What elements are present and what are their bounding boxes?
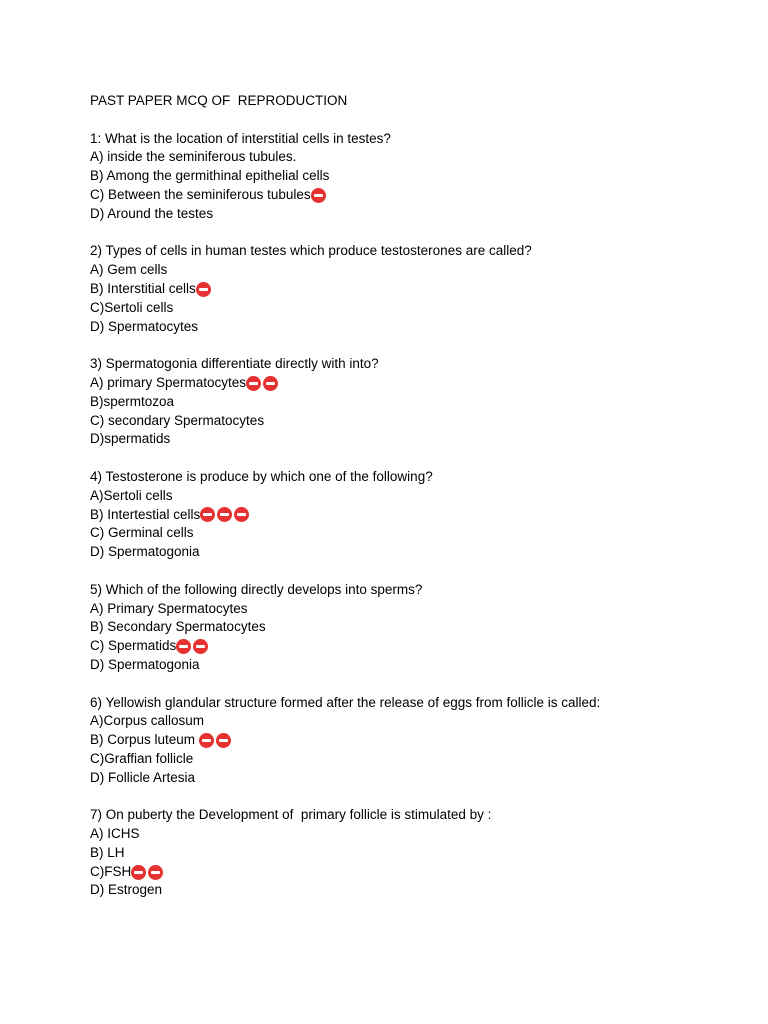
question-block (90, 806, 730, 900)
answer-option (90, 318, 730, 337)
no-entry-icon (196, 282, 211, 297)
answer-option-text: C) Spermatids (90, 638, 177, 654)
answer-option (90, 261, 730, 280)
answer-option-text: C)FSH (90, 863, 132, 879)
answer-option (90, 637, 730, 656)
question-block (90, 694, 730, 788)
answer-option (90, 524, 730, 543)
answer-option (90, 186, 730, 205)
answer-option (90, 374, 730, 393)
document-title: PAST PAPER MCQ OF REPRODUCTION (90, 93, 348, 108)
no-entry-icon (176, 639, 191, 654)
no-entry-icon (311, 188, 326, 203)
answer-option (90, 731, 730, 750)
answer-option-text: D) Estrogen (90, 882, 163, 898)
answer-option (90, 543, 730, 562)
answer-option-text: D) Follicle Artesia (90, 769, 196, 785)
no-entry-icon (246, 376, 261, 391)
answer-option (90, 148, 730, 167)
answer-option (90, 863, 730, 882)
question-text: 7) On puberty the Development of primary follicle is stimulated by : (90, 807, 492, 823)
answer-option-text: C) Between the seminiferous tubules (90, 186, 311, 202)
answer-option-text: A) primary Spermatocytes (90, 374, 247, 390)
no-entry-icon (199, 733, 214, 748)
question-text: 1: What is the location of interstitial cells in testes? (90, 130, 391, 146)
answer-option-text: C) Germinal cells (90, 525, 194, 541)
answer-option-text: A) ICHS (90, 826, 140, 842)
no-entry-icon (216, 733, 231, 748)
answer-option-text: A) inside the seminiferous tubules. (90, 149, 297, 165)
answer-option (90, 825, 730, 844)
question-text: 6) Yellowish glandular structure formed after the release of eggs from follicle is called: (90, 694, 601, 710)
answer-option (90, 506, 730, 525)
answer-option (90, 769, 730, 788)
answer-option-text: C)Graffian follicle (90, 750, 194, 766)
answer-option-text: D) Spermatocytes (90, 318, 199, 334)
no-entry-icon (217, 507, 232, 522)
answer-marks (196, 282, 213, 297)
question-block (90, 130, 730, 224)
question-text: 5) Which of the following directly develops into sperms? (90, 581, 423, 597)
question-text: 3) Spermatogonia differentiate directly with into? (90, 356, 379, 372)
answer-marks (246, 376, 280, 391)
answer-option-text: B) Corpus luteum (90, 732, 199, 748)
answer-option (90, 618, 730, 637)
no-entry-icon (234, 507, 249, 522)
answer-marks (200, 507, 251, 522)
answer-option-text: B) Among the germithinal epithelial cells (90, 168, 330, 184)
no-entry-icon (200, 507, 215, 522)
no-entry-icon (131, 865, 146, 880)
no-entry-icon (263, 376, 278, 391)
question-block (90, 468, 730, 562)
answer-option-text: A)Sertoli cells (90, 487, 173, 503)
answer-option-text: A) Primary Spermatocytes (90, 600, 248, 616)
answer-option (90, 881, 730, 900)
answer-option (90, 750, 730, 769)
answer-option-text: D)spermatids (90, 431, 171, 447)
answer-option-text: D) Around the testes (90, 205, 214, 221)
answer-option (90, 205, 730, 224)
answer-option-text: A) Gem cells (90, 262, 168, 278)
question-block (90, 581, 730, 675)
answer-marks (199, 733, 233, 748)
answer-option-text: A)Corpus callosum (90, 713, 205, 729)
question-text: 2) Types of cells in human testes which produce testosterones are called? (90, 243, 532, 259)
question-text: 4) Testosterone is produce by which one of the following? (90, 468, 433, 484)
document-page (90, 92, 730, 919)
answer-option-text: B) Intertestial cells (90, 506, 201, 522)
answer-option (90, 393, 730, 412)
answer-option (90, 656, 730, 675)
answer-option (90, 412, 730, 431)
answer-option (90, 430, 730, 449)
answer-option-text: D) Spermatogonia (90, 544, 200, 560)
question-block (90, 242, 730, 336)
answer-option (90, 167, 730, 186)
answer-option-text: B)spermtozoa (90, 393, 175, 409)
answer-marks (311, 188, 328, 203)
answer-option (90, 600, 730, 619)
answer-option (90, 712, 730, 731)
answer-option-text: B) Interstitial cells (90, 280, 196, 296)
answer-option-text: D) Spermatogonia (90, 656, 200, 672)
question-block (90, 355, 730, 449)
no-entry-icon (193, 639, 208, 654)
answer-option (90, 280, 730, 299)
answer-option (90, 299, 730, 318)
answer-option-text: B) LH (90, 844, 125, 860)
answer-option (90, 487, 730, 506)
answer-option (90, 844, 730, 863)
answer-option-text: B) Secondary Spermatocytes (90, 619, 266, 635)
answer-option-text: C) secondary Spermatocytes (90, 412, 265, 428)
answer-marks (131, 865, 165, 880)
answer-option-text: C)Sertoli cells (90, 299, 174, 315)
no-entry-icon (148, 865, 163, 880)
question-list (90, 130, 730, 901)
answer-marks (176, 639, 210, 654)
